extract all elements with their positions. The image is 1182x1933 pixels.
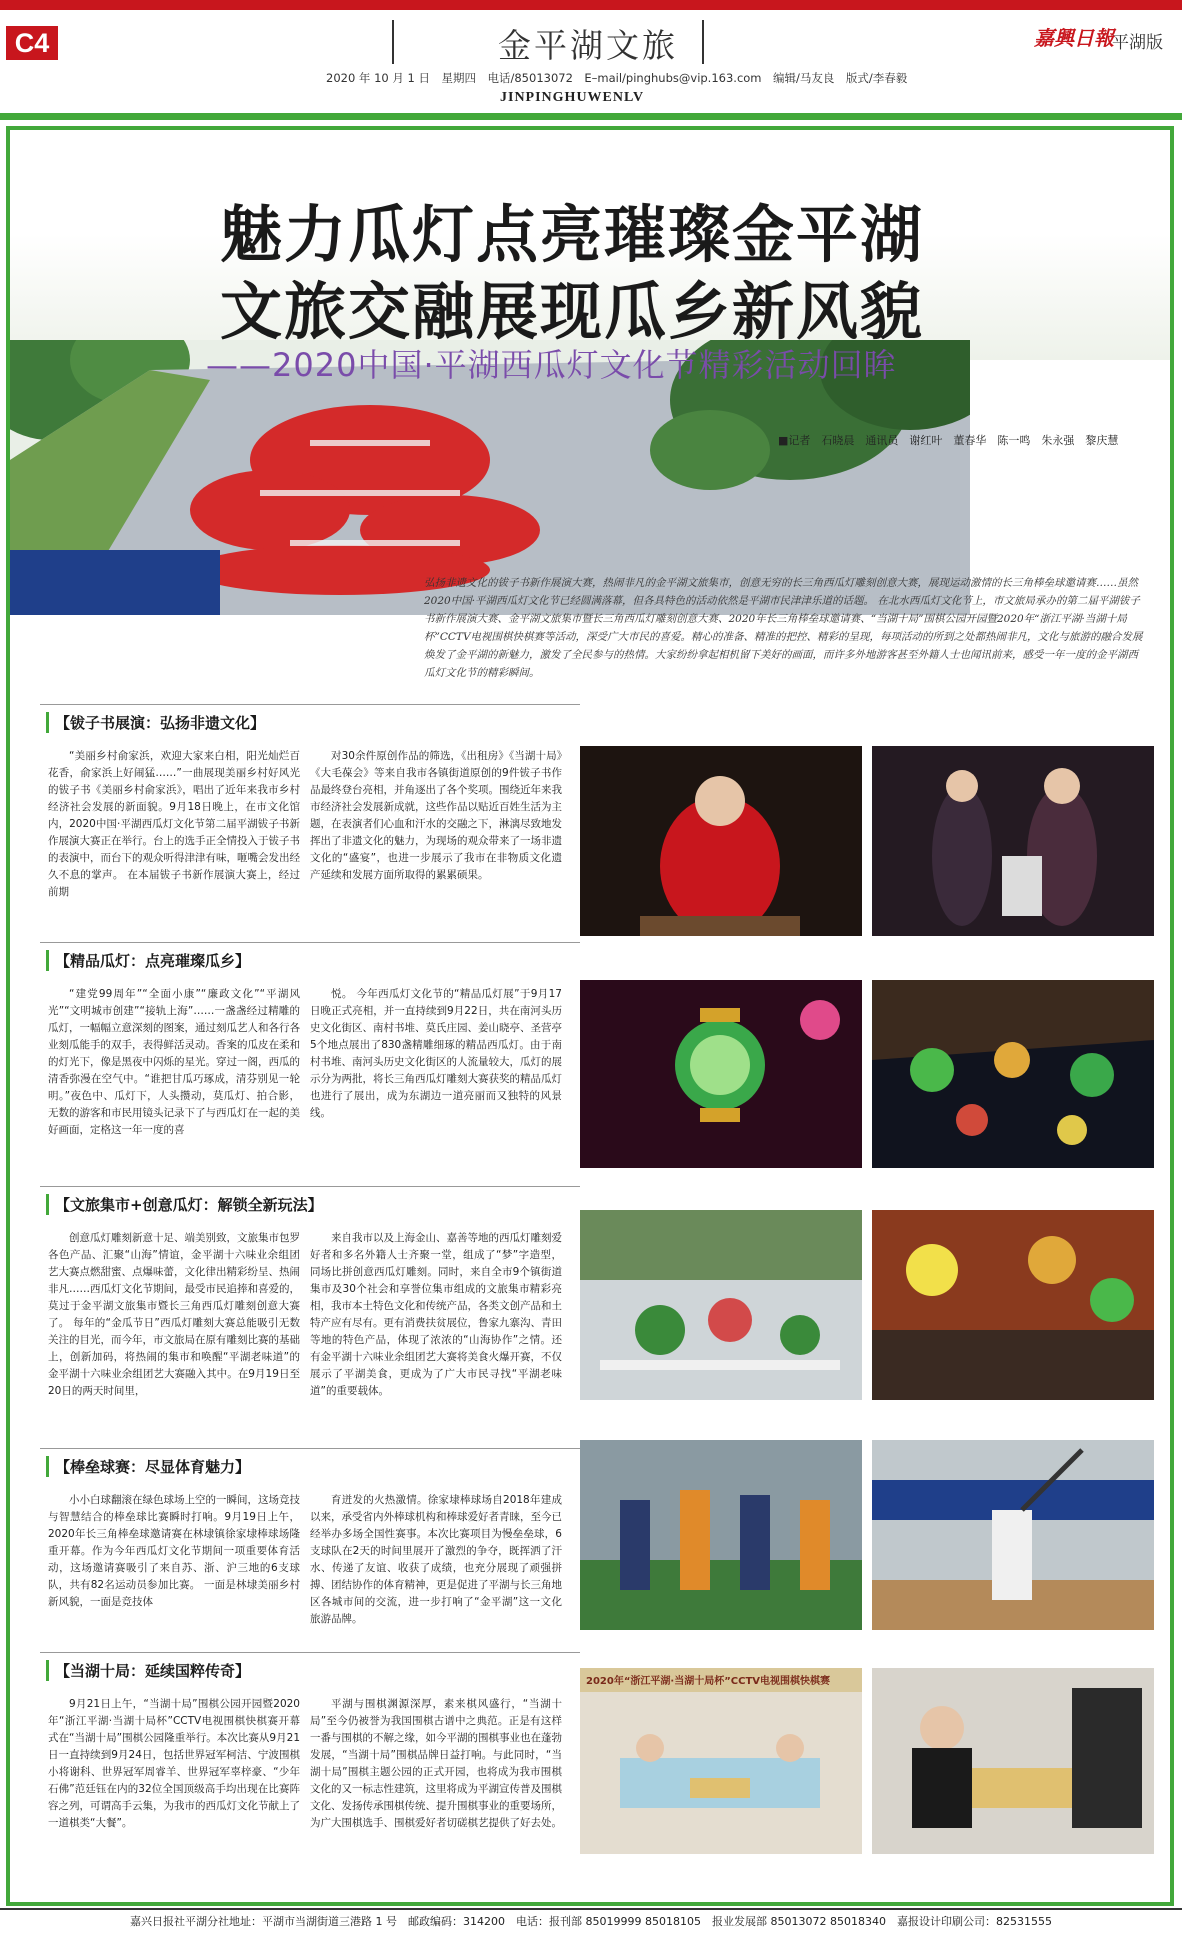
section-heading: 【棒垒球赛：尽显体育魅力】 (46, 1456, 250, 1477)
top-red-bar (0, 0, 1182, 10)
section-rule (40, 704, 580, 705)
section-rule (40, 1186, 580, 1187)
section-heading: 【精品瓜灯：点亮璀璨瓜乡】 (46, 950, 250, 971)
headline-subtitle: ——2020中国·平湖西瓜灯文化节精彩活动回眸 (206, 346, 897, 384)
photo-baseball-team (580, 1440, 862, 1630)
article-column: “建党99周年”“全面小康”“廉政文化”“平湖风光”“文明城市创建”“接轨上海”……一盏盏经过精雕的瓜灯，一幅幅立意深刻的图案，通过刻瓜艺人和各行各业刻瓜能手的双手，表得鲜活灵动。香案的瓜皮在柔和的灯光下，像是黑夜中闪烁的星光。穿过一阁，西瓜的清香弥漫在空气中。“谁把甘瓜巧琢成，清芬别见一轮明。”夜色中、瓜灯下，人头攒动，莫瓜灯、拍合影，无数的游客和市民用镜头记录下了与西瓜灯在一起的美好画面，定格这一年一度的喜 (48, 988, 300, 1136)
photo-duet (872, 746, 1154, 936)
photo-carving-contest (580, 1210, 862, 1400)
article-column: 小小白球翻滚在绿色球场上空的一瞬间，这场竞技与智慧结合的棒垒球比赛瞬时打响。9月19日上午，2020年长三角棒垒球邀请赛在林埭镇徐家埭棒球场隆重开幕。作为今年西瓜灯文化节期间一项重要体育活动，这场邀请赛吸引了来自苏、浙、沪三地的6支球队，共有82名运动员参加比赛。 一面是林埭美丽乡村新风貌，一面是竞技体 (48, 1494, 300, 1608)
header-green-rule (0, 113, 1182, 120)
article-column: 创意瓜灯雕刻新意十足、端美别致，文旅集市包罗各色产品、汇聚“山海”情谊，金平湖十六味业余组团艺大赛点燃甜蜜、点爆味蕾，文化律出精彩纷呈、热闹非凡……西瓜灯文化节期间，最受市民追捧和喜爱的，莫过于金平湖文旅集市暨长三角西瓜灯雕刻创意大赛了。 每年的“金瓜节日”西瓜灯雕刻大赛总能吸引无数关注的目光，而今年，市文旅局在原有雕刻比赛的基础上，创新加码，将热闹的集市和唤醒“平湖老味道”的金平湖十六味业余组团艺大赛融入其中。在9月19日至20日的两天时间里， (48, 1232, 300, 1397)
photo-lanterns-night (580, 980, 862, 1168)
photo-go-player (872, 1668, 1154, 1854)
lead-paragraph: 弘扬非遗文化的钹子书新作展演大赛，热闹非凡的金平湖文旅集市，创意无穷的长三角西瓜灯雕刻创意大赛，展现运动激情的长三角棒垒球邀请赛……虽然2020中国·平湖西瓜灯文化节已经圆满落幕，但各具特色的活动依然是平湖市民津津乐道的话题。 在北水西瓜灯文化节上，市文旅局承办的第二届平湖钹子书新作展演大赛、金平湖文旅集市暨长三角西瓜灯雕刻创意大赛、2020年长三角棒垒球邀请赛、“当湖十局”围棋公园开园暨2020年“浙江平湖·当湖十局杯”CCTV电视围棋快棋赛等活动，深受广大市民的喜爱。精心的准备、精准的把控、精彩的呈现，每项活动的所到之处都热闹非凡，文化与旅游的融合发展焕发了金平湖的新魅力，激发了全民参与的热情。大家纷纷拿起相机留下美好的画面，而许多外地游客甚至外籍人士也闻讯前来，感受一年一度的金平湖西瓜灯文化节的精彩瞬间。 (424, 577, 1143, 679)
photo-lantern-corridor (872, 980, 1154, 1168)
section-heading: 【钹子书展演：弘扬非遗文化】 (46, 712, 265, 733)
paper-logo: 嘉興日報 (1034, 26, 1114, 50)
header-divider (392, 20, 394, 64)
article-column: 9月21日上午，“当湖十局”围棋公园开园暨2020年“浙江平湖·当湖十局杯”CCTV电视围棋快棋赛开幕式在“当湖十局”围棋公园隆重举行。本次比赛从9月21日一直持续到9月24日，包括世界冠军柯洁、宁波围棋小将谢科、世界冠军周睿羊、世界冠军辜梓豪、“少年石佛”范廷钰在内的32位全国顶级高手均出现在比赛阵容之列，可谓高手云集，为我市的西瓜灯文化节献上了一道棋类“大餐”。 (48, 1698, 300, 1829)
article-column: “美丽乡村俞家浜，欢迎大家来白相，阳光灿烂百花香，俞家浜上好闹猛……”一曲展现美丽乡村好风光的钹子书《美丽乡村俞家浜》，唱出了近年来我市乡村经济社会发展的新面貌。9月18日晚上，在市文化馆内，2020中国·平湖西瓜灯文化节第二届平湖钹子书新作展演大赛正在举行。台上的选手正全情投入于钹子书的表演中，而台下的观众听得津津有味，咂嘴会发出经久不息的掌声。 在本届钹子书新作展演大赛上，经过前期 (48, 750, 300, 898)
header-divider (702, 20, 704, 64)
article-column: 育迸发的火热激情。徐家埭棒球场自2018年建成以来，承受省内外棒球机构和棒球爱好者青睐，至今已经举办多场全国性赛事。本次比赛项目为慢垒垒球，6支球队在2天的时间里展开了激烈的争夺，既挥洒了汗水、传递了友谊、收获了成绩，也充分展现了顽强拼搏、团结协作的体育精神，更是促进了平湖与长三角地区各城市间的交流，进一步打响了“金平湖”这一文化旅游品牌。 (310, 1494, 562, 1625)
headline-line-2: 文旅交融展现瓜乡新风貌 (220, 275, 925, 348)
footer-address: 嘉兴日报社平湖分社地址：平湖市当湖街道三港路 1 号 邮政编码：314200 电话：报刊部 85019999 85018105 报业发展部 85013072 85018340 嘉报设计印刷公司：82531555 (130, 1915, 1052, 1928)
page-code-badge: C4 (6, 26, 58, 60)
article-column: 对30余件原创作品的筛选，《出租房》《当湖十局》《大毛葆会》等来自我市各镇街道原创的9件钹子书作品最终登台亮相，并角逐出了各个奖项。围绕近年来我市经济社会发展新成就，这些作品以贴近百姓生活为主题，在表演者们心血和汗水的交融之下，淋漓尽致地发挥出了非遗文化的魅力，为现场的观众带来了一场非遗文化的“盛宴”，也进一步展示了我市在非物质文化遗产延续和发展方面所取得的累累硕果。 (310, 750, 562, 881)
article-column: 来自我市以及上海金山、嘉善等地的西瓜灯雕刻爱好者和多名外籍人士齐聚一堂，组成了“梦”字造型，同场比拼创意西瓜灯雕刻。同时，来自全市9个镇街道集市及30个社会和享誉位集市组成的文旅集市精彩亮相，我市本土特色文化和传统产品，各类文创产品和土特产应有尽有。更有消费扶贫展位，鲁家九寨沟、青田等地的特色产品，体现了浓浓的“山海协作”之情。还有金平湖十六味业余组团艺大赛将美食火爆开赛，不仅展示了平湖美食，更成为了广大市民寻找“平湖老味道”的重要载体。 (310, 1232, 562, 1397)
section-rule (40, 1448, 580, 1449)
section-heading: 【文旅集市+创意瓜灯：解锁全新玩法】 (46, 1194, 323, 1215)
photo-market (872, 1210, 1154, 1400)
photo-go-match (580, 1668, 862, 1854)
photo-batter (872, 1440, 1154, 1630)
section-pinyin: JINPINGHUWENLV (500, 90, 645, 105)
section-rule (40, 942, 580, 943)
photo-storyteller (580, 746, 862, 936)
article-column: 悦。 今年西瓜灯文化节的“精品瓜灯展”于9月17日晚正式亮相，并一直持续到9月22日，共在南河头历史文化街区、南村书堆、莫氏庄园、姜山晓亭、圣营亭5个地点展出了830盏精雕细琢的精品西瓜灯。由于南村书堆、南河头历史文化街区的人流量较大，瓜灯的展示分为两批，将长三角西瓜灯雕刻大赛获奖的精品瓜灯也进行了展出，成为东湖边一道亮丽而又独特的风景线。 (310, 988, 562, 1119)
section-name: 金平湖文旅 (498, 26, 678, 65)
headline-line-1: 魅力瓜灯点亮璀璨金平湖 (220, 198, 925, 271)
edition-label: 平湖版 (1112, 33, 1163, 53)
dateline: 2020 年 10 月 1 日 星期四 电话/85013072 E–mail/pinghubs@vip.163.com 编辑/马友良 版式/李春毅 (326, 71, 908, 85)
byline: ■记者 石晓晨 通讯员 谢红叶 董春华 陈一鸣 朱永强 黎庆慧 (778, 434, 1119, 447)
footer-rule (0, 1908, 1182, 1910)
section-rule (40, 1652, 580, 1653)
article-column: 平湖与围棋渊源深厚，素来棋风盛行，“当湖十局”至今仍被誉为我国围棋古谱中之典范。正是有这样一番与围棋的不解之缘，如今平湖的围棋事业也在蓬勃发展，“当湖十局”围棋品牌日益打响。与此同时，“当湖十局”围棋主题公园的正式开园，也将成为我市围棋文化的又一标志性建筑，这里将成为平湖宣传普及围棋文化、发扬传承围棋传统、提升围棋事业的重要场所，为广大围棋选手、围棋爱好者切磋棋艺提供了好去处。 (310, 1698, 562, 1829)
section-heading: 【当湖十局：延续国粹传奇】 (46, 1660, 250, 1681)
photo-banner-text: 2020年“浙江平湖·当湖十局杯”CCTV电视围棋快棋赛 (586, 1676, 831, 1687)
